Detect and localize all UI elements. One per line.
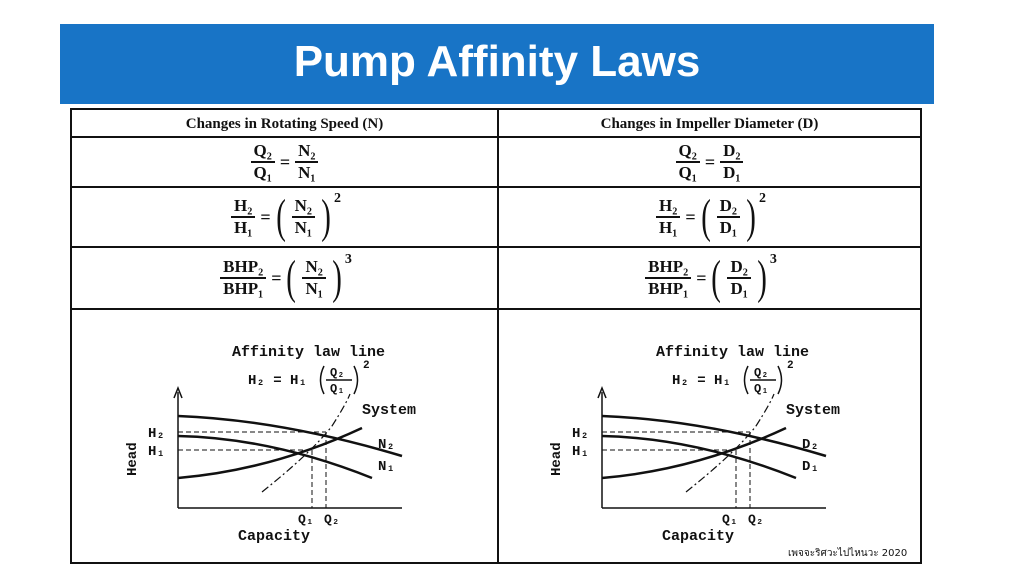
diameter-flow-equation: $\frac{\text{Q₂}}{\text{Q₁}}$ = $\frac{\text{D₂}}{\text{D₁}}$	[499, 138, 920, 186]
speed-power-equation: $\frac{\text{BHP₂}}{\text{BHP₁}}$ = ( $\frac{\text{N₂}}{\text{N₁}}$ ) 3	[72, 248, 497, 308]
rhs-numerator: D₂	[720, 141, 743, 163]
x-axis-label: Capacity	[238, 528, 311, 545]
row-divider-power	[72, 308, 920, 310]
x-axis-label: Capacity	[662, 528, 735, 545]
rhs-denominator: N₁	[305, 279, 323, 298]
lhs-denominator: H₁	[659, 218, 678, 237]
affinity-eq-denominator: Q₁	[754, 382, 769, 396]
diameter-power-equation: $\frac{\text{BHP₂}}{\text{BHP₁}}$ = ( $\frac{\text{D₂}}{\text{D₁}}$ ) 3	[499, 248, 920, 308]
affinity-law-equation: H₂ = H₁	[248, 373, 307, 389]
curve-lower-label: N₁	[378, 459, 395, 475]
affinity-eq-left-paren	[321, 366, 325, 394]
affinity-law-label: Affinity law line	[232, 344, 386, 361]
lhs-denominator: BHP₁	[223, 279, 264, 298]
affinity-eq-exponent: 2	[787, 360, 794, 372]
h2-label: H₂	[572, 426, 589, 442]
rhs-numerator: D₂	[717, 196, 740, 218]
speed-head-equation: $\frac{\text{H₂}}{\text{H₁}}$ = ( $\frac{\text{N₂}}{\text{N₁}}$ ) 2	[72, 188, 497, 246]
system-label: System	[786, 402, 841, 419]
exponent: 3	[344, 252, 352, 267]
h1-label: H₁	[148, 444, 165, 460]
exponent: 2	[333, 191, 341, 206]
rhs-denominator: D₁	[730, 279, 748, 298]
rhs-numerator: N₂	[295, 141, 318, 163]
affinity-law-label: Affinity law line	[656, 344, 810, 361]
system-label: System	[362, 402, 417, 419]
system-curve	[602, 428, 786, 478]
curve-lower-label: D₁	[802, 459, 819, 475]
y-axis-label: Head	[125, 442, 141, 476]
header-speed: Changes in Rotating Speed (N)	[185, 116, 384, 132]
rhs-denominator: N₁	[294, 218, 312, 237]
diameter-head-equation: $\frac{\text{H₂}}{\text{H₁}}$ = ( $\frac{\text{D₂}}{\text{D₁}}$ ) 2	[499, 188, 920, 246]
affinity-eq-right-paren	[778, 366, 782, 394]
q2-label: Q₂	[324, 512, 340, 527]
rhs-numerator: D₂	[727, 257, 750, 279]
affinity-law-equation: H₂ = H₁	[672, 373, 731, 389]
y-axis-label: Head	[549, 442, 565, 476]
curve-upper-label: D₂	[802, 437, 819, 453]
rhs-numerator: N₂	[302, 257, 325, 279]
footer-credit: เพจจะริศวะไปไหนวะ 2020	[788, 548, 908, 559]
lhs-denominator: H₁	[234, 218, 253, 237]
speed-flow-equation: $\frac{\text{Q₂}}{\text{Q₁}}$ = $\frac{\text{N₂}}{\text{N₁}}$	[72, 138, 497, 186]
affinity-eq-denominator: Q₁	[330, 382, 345, 396]
h1-label: H₁	[572, 444, 589, 460]
q1-label: Q₁	[298, 512, 314, 527]
header-diameter: Changes in Impeller Diameter (D)	[600, 116, 819, 132]
pump-curve-lower	[178, 436, 372, 478]
affinity-law-line	[262, 394, 350, 492]
lhs-denominator: Q₁	[253, 163, 272, 182]
curve-upper-label: N₂	[378, 437, 395, 453]
affinity-table	[70, 108, 922, 564]
lhs-denominator: BHP₁	[648, 279, 689, 298]
exponent: 2	[758, 191, 766, 206]
affinity-eq-exponent: 2	[363, 360, 370, 372]
rhs-denominator: N₁	[298, 163, 316, 182]
rhs-denominator: D₁	[723, 163, 741, 182]
affinity-eq-right-paren	[354, 366, 358, 394]
speed-pump-curve-diagram	[112, 332, 492, 560]
q1-label: Q₁	[722, 512, 738, 527]
pump-curve-lower	[602, 436, 796, 478]
q2-label: Q₂	[748, 512, 764, 527]
affinity-eq-numerator: Q₂	[330, 366, 345, 380]
lhs-denominator: Q₁	[678, 163, 697, 182]
lhs-numerator: BHP₂	[645, 257, 691, 279]
affinity-law-line	[686, 394, 774, 492]
title-banner	[60, 24, 934, 104]
h2-label: H₂	[148, 426, 165, 442]
lhs-numerator: Q₂	[676, 141, 700, 163]
lhs-numerator: BHP₂	[220, 257, 266, 279]
exponent: 3	[769, 252, 777, 267]
affinity-eq-left-paren	[745, 366, 749, 394]
affinity-eq-numerator: Q₂	[754, 366, 769, 380]
lhs-numerator: Q₂	[251, 141, 275, 163]
lhs-numerator: H₂	[656, 196, 680, 218]
rhs-numerator: N₂	[292, 196, 315, 218]
lhs-numerator: H₂	[231, 196, 255, 218]
diameter-pump-curve-diagram	[536, 332, 916, 560]
rhs-denominator: D₁	[719, 218, 737, 237]
system-curve	[178, 428, 362, 478]
page-title: Pump Affinity Laws	[293, 37, 701, 86]
